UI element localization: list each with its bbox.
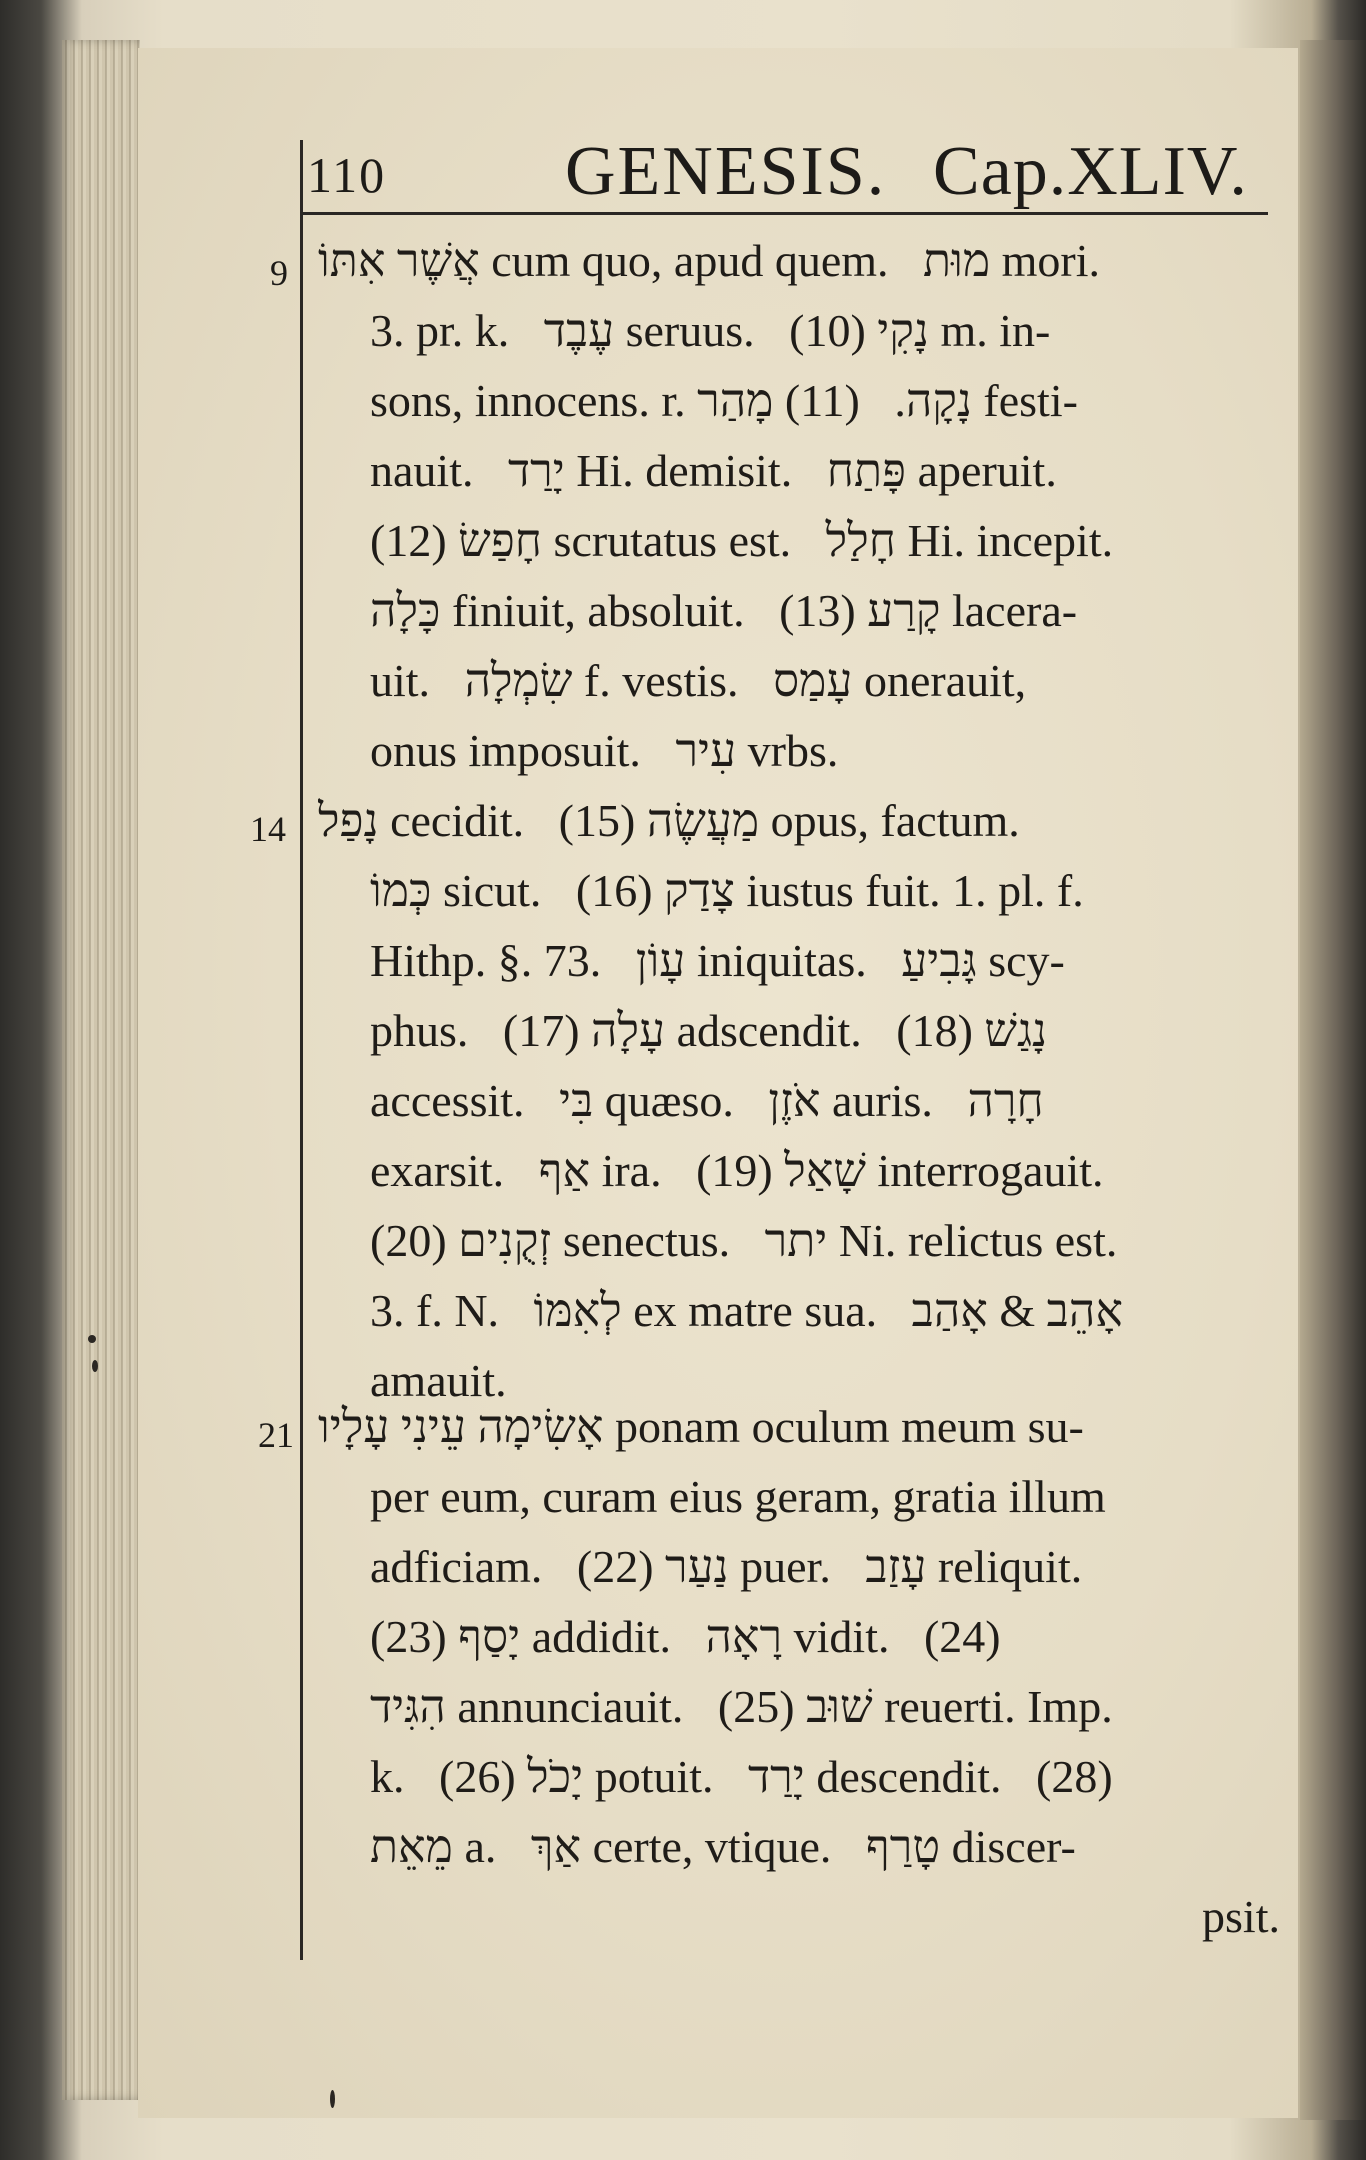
- text-line: adficiam. (22) נַעַר puer. עָזַב reliquit.: [370, 1541, 1083, 1592]
- running-head: [305, 118, 1270, 214]
- text-line: הִגִּיד annunciauit. (25) שׁוּב reuerti. Imp.: [370, 1681, 1113, 1732]
- text-line: uit. שִׂמְלָה f. vestis. עָמַס onerauit,: [370, 655, 1027, 706]
- text-line: מֵאֵת a. אַךְ certe, vtique. טָרַף discer-: [370, 1821, 1076, 1872]
- verse-number: 9: [270, 253, 288, 293]
- ink-speck: [92, 1360, 98, 1372]
- verse-number: 21: [258, 1415, 294, 1455]
- margin-rule: [300, 140, 303, 1960]
- text-line: nauit. יָרַד Hi. demisit. פָּתַח aperuit.: [370, 445, 1057, 496]
- text-line: onus imposuit. עִיר vrbs.: [370, 725, 839, 776]
- text-line: כָּלָה finiuit, absoluit. (13) קָרַע lacera-: [370, 585, 1078, 636]
- text-line: exarsit. אַף ira. (19) שָׁאַל interrogauit.: [370, 1145, 1104, 1196]
- text-line: sons, innocens. r. נָקָה. (11) מָהַר festi-: [370, 375, 1078, 426]
- text-line: נָפַל cecidit. (15) מַעֲשֶׂה opus, factum.: [318, 795, 1020, 846]
- text-line: (20) זְקֻנִים senectus. יתר Ni. relictus est.: [370, 1215, 1118, 1266]
- text-line: 3. pr. k. עֶבֶד seruus. (10) נָקִי m. in-: [370, 305, 1051, 356]
- text-line: psit.: [1202, 1891, 1280, 1942]
- text-line: (23) יָסַף addidit. רָאָה vidit. (24): [370, 1611, 1001, 1662]
- book-gutter: [1300, 40, 1366, 2120]
- verse-number: 14: [250, 809, 286, 849]
- text-line: accessit. בִּי quæso. אֹזֶן auris. חָרָה: [370, 1075, 1044, 1126]
- page-block-edges: [62, 40, 140, 2100]
- text-line: k. (26) יָכֹל potuit. יָרַד descendit. (28): [370, 1751, 1113, 1802]
- text-line: phus. (17) עָלָה adscendit. (18) נָגַשׁ: [370, 1005, 1048, 1056]
- text-line: (12) חָפַשׂ scrutatus est. חָלַל Hi. incepit.: [370, 515, 1114, 566]
- text-line: כְּמוֹ sicut. (16) צָדַק iustus fuit. 1. pl. f.: [370, 865, 1084, 916]
- text-line: amauit.: [370, 1355, 507, 1406]
- text-line: Hithp. §. 73. עָוֹן iniquitas. גָּבִיעַ scy-: [370, 935, 1065, 986]
- text-line: per eum, curam eius geram, gratia illum: [370, 1471, 1106, 1522]
- text-line: אֲשֶׁר אִתּוֹ cum quo, apud quem. מוּת mori.: [318, 235, 1100, 286]
- head-rule: [300, 212, 1268, 215]
- ink-speck: [88, 1335, 96, 1343]
- text-line: אָשִׂימָה עֵינִי עָלָיו ponam oculum meum su-: [318, 1401, 1084, 1452]
- text-line: 3. f. N. לְאִמּוֹ ex matre sua. אָהֵב & אָהַב: [370, 1285, 1123, 1336]
- ink-speck: [330, 2090, 335, 2108]
- page-number: 110: [307, 147, 387, 203]
- chapter-heading: Cap.XLIV.: [933, 133, 1248, 210]
- book-title: GENESIS.: [565, 133, 887, 210]
